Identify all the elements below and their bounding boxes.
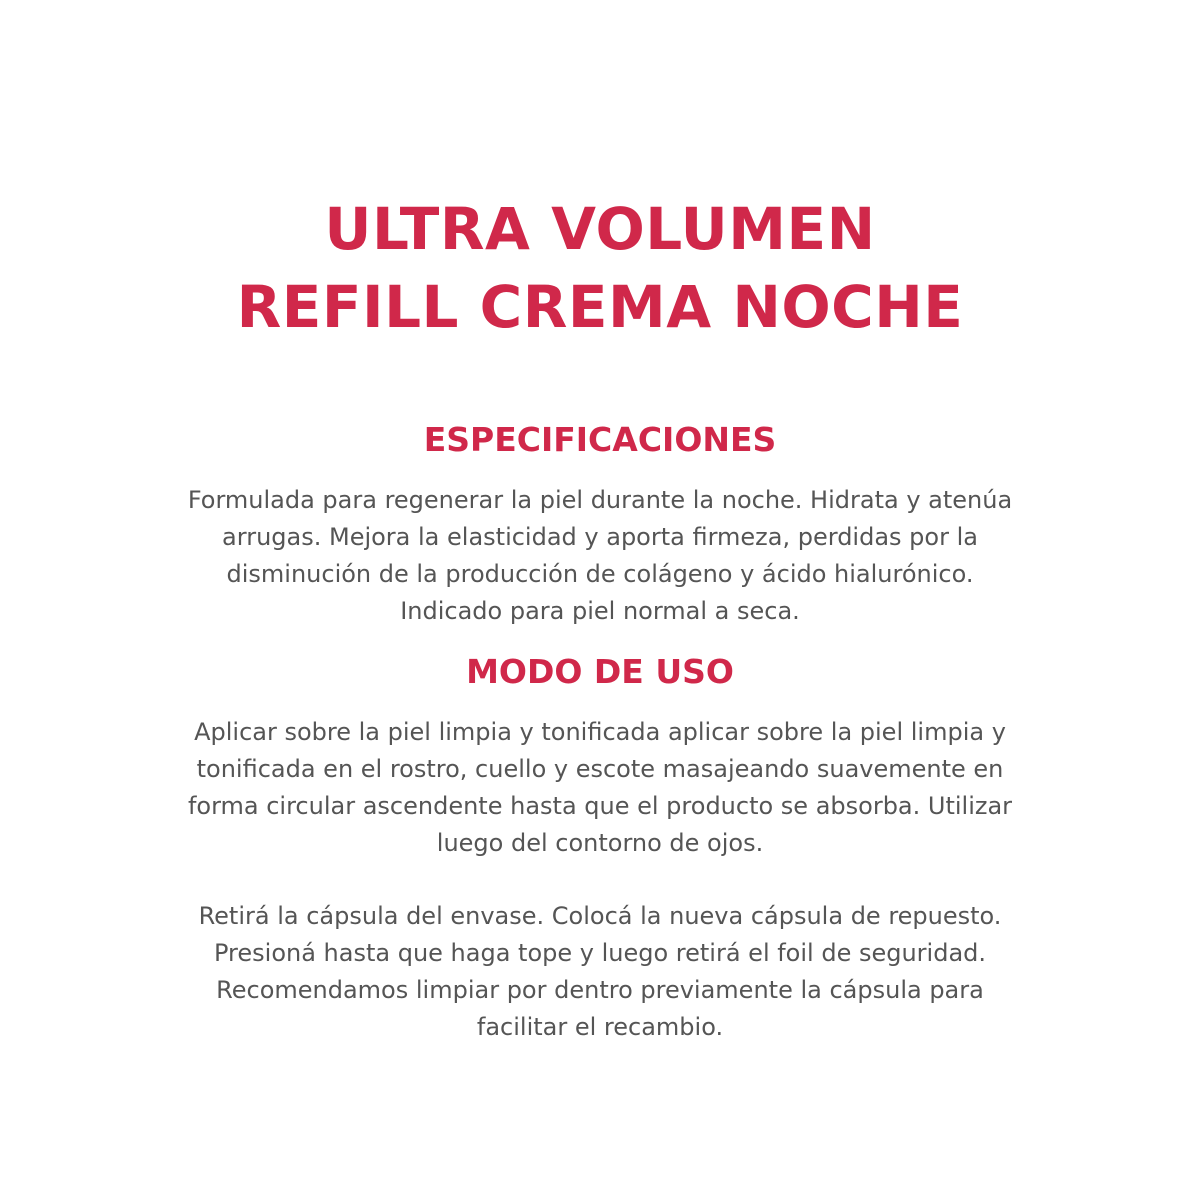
especificaciones-heading: ESPECIFICACIONES [423,420,777,459]
modo-de-uso-line: Aplicar sobre la piel limpia y tonificada aplicar sobre la piel limpia y [194,718,1006,746]
modo-de-uso-text [0,714,1200,862]
especificaciones-line: arrugas. Mejora la elasticidad y aporta firmeza, perdidas por la [222,523,978,551]
modo-de-uso-heading: MODO DE USO [466,652,734,691]
product-title-line-2: REFILL CREMA NOCHE [236,273,964,341]
refill-instructions-line: Recomendamos limpiar por dentro previamente la cápsula para [216,976,984,1004]
refill-instructions-line: facilitar el recambio. [476,1013,724,1041]
refill-instructions-line: Presioná hasta que haga tope y luego retirá el foil de seguridad. [213,939,987,967]
especificaciones-text [0,482,1200,630]
modo-de-uso-line: forma circular ascendente hasta que el producto se absorba. Utilizar [187,792,1013,820]
refill-instructions-line: Retirá la cápsula del envase. Colocá la nueva cápsula de repuesto. [198,902,1002,930]
product-title-line-1: ULTRA VOLUMEN [324,195,876,263]
especificaciones-line: Indicado para piel normal a seca. [400,597,800,625]
refill-instructions-text [0,898,1200,1046]
especificaciones-line: Formulada para regenerar la piel durante la noche. Hidrata y atenúa [187,486,1013,514]
especificaciones-line: disminución de la producción de colágeno y ácido hialurónico. [226,560,974,588]
modo-de-uso-line: tonificada en el rostro, cuello y escote masajeando suavemente en [196,755,1004,783]
modo-de-uso-line: luego del contorno de ojos. [436,829,764,857]
